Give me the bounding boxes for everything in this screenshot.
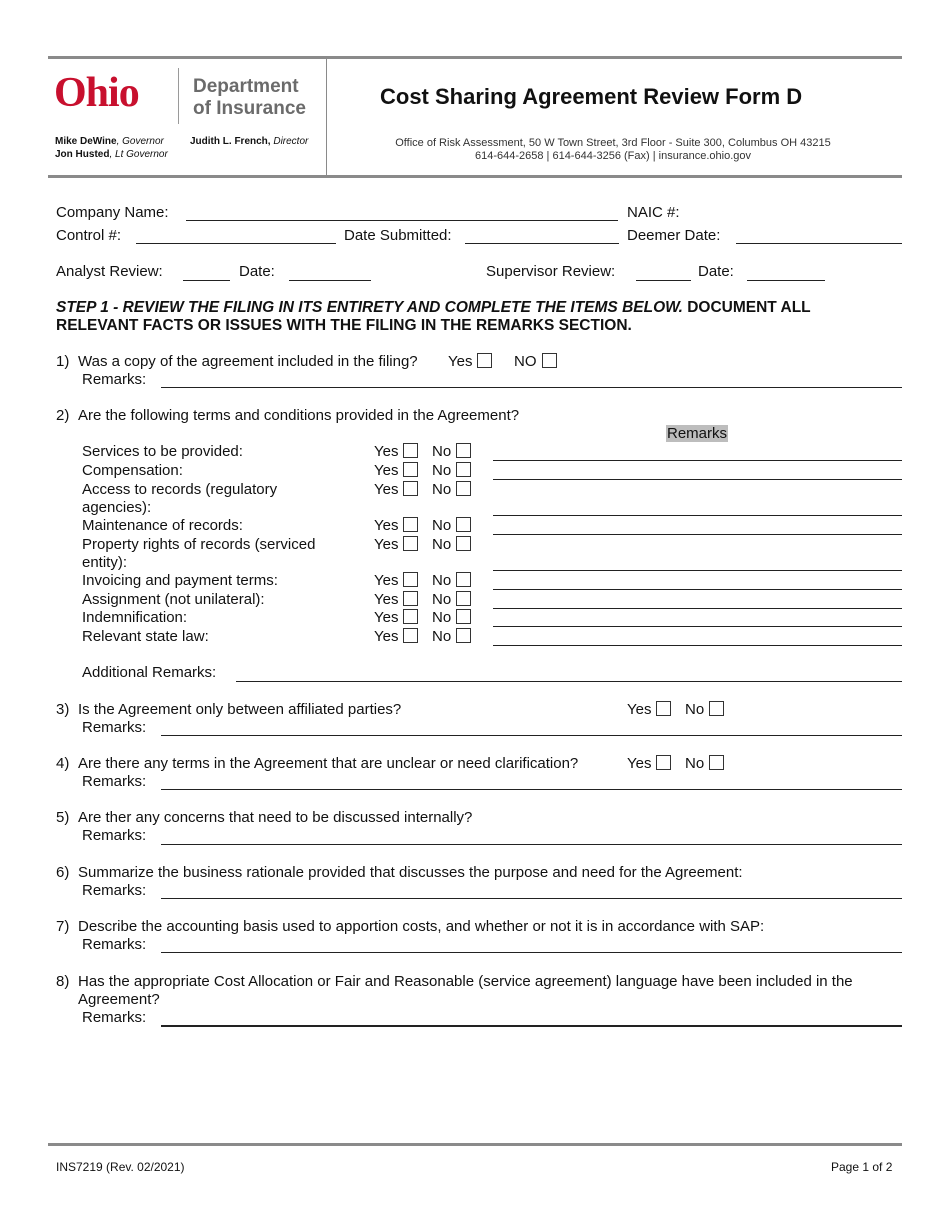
office-contact: 614-644-2658 | 614-644-3256 (Fax) | insurance.ohio.gov	[474, 150, 751, 162]
question-8-text-cont: Agreement?	[78, 991, 160, 1008]
question-7-number: 7)	[56, 918, 70, 935]
step1-instruction-line2: RELEVANT FACTS OR ISSUES WITH THE FILING IN THE REMARKS SECTION.	[56, 317, 632, 334]
question-5-remarks-label: Remarks:	[82, 827, 147, 844]
question-5-text: Are ther any concerns that need to be discussed internally?	[78, 809, 473, 826]
analyst-review-field[interactable]	[183, 280, 230, 281]
checkbox[interactable]	[542, 353, 557, 368]
term-state-law: Relevant state law:	[82, 628, 209, 645]
question-3-no[interactable]: No	[685, 701, 724, 719]
checkbox[interactable]	[456, 591, 471, 606]
question-6-text: Summarize the business rationale provided that discusses the purpose and need for the Agreement:	[78, 864, 743, 881]
checkbox[interactable]	[456, 443, 471, 458]
term-services-yes[interactable]: Yes	[374, 443, 418, 461]
term-state-law-no[interactable]: No	[432, 628, 471, 646]
company-name-label: Company Name:	[56, 204, 169, 221]
question-4-number: 4)	[56, 755, 70, 772]
term-property-rights-yes[interactable]: Yes	[374, 536, 418, 554]
form-title: Cost Sharing Agreement Review Form D	[380, 84, 803, 109]
checkbox[interactable]	[456, 462, 471, 477]
step1-instruction: STEP 1 - REVIEW THE FILING IN ITS ENTIRETY AND COMPLETE THE ITEMS BELOW. DOCUMENT ALL	[56, 299, 811, 316]
term-services: Services to be provided:	[82, 443, 243, 460]
additional-remarks-field[interactable]	[236, 681, 902, 682]
remarks-column-header: Remarks	[667, 425, 728, 442]
question-7-text: Describe the accounting basis used to apportion costs, and whether or not it is in accordance with SAP:	[78, 918, 765, 935]
checkbox[interactable]	[403, 481, 418, 496]
question-3-number: 3)	[56, 701, 70, 718]
question-1-remarks-field[interactable]	[161, 387, 902, 388]
term-maintenance-records: Maintenance of records:	[82, 517, 243, 534]
checkbox[interactable]	[456, 572, 471, 587]
question-7-remarks-label: Remarks:	[82, 936, 147, 953]
checkbox[interactable]	[456, 609, 471, 624]
term-indemnification: Indemnification:	[82, 609, 188, 626]
deemer-date-field[interactable]	[736, 243, 902, 244]
term-compensation-no[interactable]: No	[432, 462, 471, 480]
term-maintenance-records-remarks[interactable]	[493, 534, 902, 535]
date-submitted-label: Date Submitted:	[344, 227, 452, 244]
date-submitted-field[interactable]	[465, 243, 619, 244]
term-state-law-yes[interactable]: Yes	[374, 628, 418, 646]
term-indemnification-yes[interactable]: Yes	[374, 609, 418, 627]
analyst-date-label: Date:	[239, 263, 275, 280]
question-3-yes[interactable]: Yes	[627, 701, 671, 719]
question-5-number: 5)	[56, 809, 70, 826]
checkbox[interactable]	[456, 517, 471, 532]
question-6-number: 6)	[56, 864, 70, 881]
question-4-remarks-field[interactable]	[161, 789, 902, 790]
term-access-records-cont: agencies):	[82, 499, 152, 516]
question-1-no[interactable]: NO	[514, 353, 557, 371]
checkbox[interactable]	[403, 591, 418, 606]
analyst-review-label: Analyst Review:	[56, 263, 163, 280]
checkbox[interactable]	[403, 536, 418, 551]
checkbox[interactable]	[477, 353, 492, 368]
office-address: Office of Risk Assessment, 50 W Town Street, 3rd Floor - Suite 300, Columbus OH 43215	[395, 137, 831, 149]
ohio-logo: Ohio	[54, 70, 139, 116]
header-bottom-rule	[48, 175, 902, 178]
question-4-text: Are there any terms in the Agreement that are unclear or need clarification?	[78, 755, 579, 772]
term-assignment-yes[interactable]: Yes	[374, 591, 418, 609]
term-property-rights: Property rights of records (serviced	[82, 536, 316, 553]
control-field[interactable]	[136, 243, 336, 244]
lt-governor-line: Jon Husted, Lt Governor	[55, 149, 168, 160]
checkbox[interactable]	[403, 443, 418, 458]
term-assignment-remarks[interactable]	[493, 608, 902, 609]
control-label: Control #:	[56, 227, 122, 244]
checkbox[interactable]	[403, 609, 418, 624]
checkbox[interactable]	[403, 628, 418, 643]
naic-label: NAIC #:	[627, 204, 680, 221]
deemer-date-label: Deemer Date:	[627, 227, 721, 244]
term-assignment: Assignment (not unilateral):	[82, 591, 265, 608]
term-invoicing-yes[interactable]: Yes	[374, 572, 418, 590]
term-services-no[interactable]: No	[432, 443, 471, 461]
question-3-remarks-label: Remarks:	[82, 719, 147, 736]
form-number: INS7219 (Rev. 02/2021)	[56, 1160, 185, 1174]
question-6-remarks-field[interactable]	[161, 898, 902, 899]
question-3-text: Is the Agreement only between affiliated parties?	[78, 701, 402, 718]
term-compensation-yes[interactable]: Yes	[374, 462, 418, 480]
term-access-records: Access to records (regulatory	[82, 481, 278, 498]
question-8-remarks-label: Remarks:	[82, 1009, 147, 1026]
checkbox[interactable]	[709, 701, 724, 716]
term-property-rights-remarks[interactable]	[493, 570, 902, 571]
question-1-remarks-label: Remarks:	[82, 371, 147, 388]
term-invoicing-remarks[interactable]	[493, 589, 902, 590]
term-maintenance-records-no[interactable]: No	[432, 517, 471, 535]
term-indemnification-remarks[interactable]	[493, 626, 902, 627]
checkbox[interactable]	[709, 755, 724, 770]
checkbox[interactable]	[456, 481, 471, 496]
term-access-records-yes[interactable]: Yes	[374, 481, 418, 499]
question-2-number: 2)	[56, 407, 70, 424]
page-number: Page 1 of 2	[831, 1160, 893, 1174]
question-4-yes[interactable]: Yes	[627, 755, 671, 773]
footer-rule	[48, 1143, 902, 1146]
question-1-yes[interactable]: Yes	[448, 353, 492, 371]
question-8-number: 8)	[56, 973, 70, 990]
supervisor-date-field[interactable]	[747, 280, 825, 281]
checkbox[interactable]	[656, 755, 671, 770]
header-top-rule	[48, 56, 902, 59]
checkbox[interactable]	[456, 628, 471, 643]
checkbox[interactable]	[403, 517, 418, 532]
supervisor-review-field[interactable]	[636, 280, 691, 281]
term-invoicing: Invoicing and payment terms:	[82, 572, 278, 589]
term-maintenance-records-yes[interactable]: Yes	[374, 517, 418, 535]
question-8-text: Has the appropriate Cost Allocation or Fair and Reasonable (service agreement) language have been included in the	[78, 973, 853, 990]
term-compensation-remarks[interactable]	[493, 479, 902, 480]
question-6-remarks-label: Remarks:	[82, 882, 147, 899]
checkbox[interactable]	[403, 572, 418, 587]
question-1-text: Was a copy of the agreement included in the filing?	[78, 353, 418, 370]
governor-line: Mike DeWine, Governor	[55, 136, 164, 147]
logo-divider	[178, 68, 179, 124]
company-name-field[interactable]	[186, 220, 618, 221]
term-state-law-remarks[interactable]	[493, 645, 902, 646]
term-compensation: Compensation:	[82, 462, 183, 479]
term-indemnification-no[interactable]: No	[432, 609, 471, 627]
question-4-no[interactable]: No	[685, 755, 724, 773]
additional-remarks-label: Additional Remarks:	[82, 664, 217, 681]
question-8-remarks-field[interactable]	[161, 1025, 902, 1027]
checkbox[interactable]	[456, 536, 471, 551]
question-1-number: 1)	[56, 353, 70, 370]
supervisor-date-label: Date:	[698, 263, 734, 280]
checkbox[interactable]	[656, 701, 671, 716]
term-property-rights-no[interactable]: No	[432, 536, 471, 554]
header-divider	[326, 58, 327, 176]
question-4-remarks-label: Remarks:	[82, 773, 147, 790]
term-invoicing-no[interactable]: No	[432, 572, 471, 590]
analyst-date-field[interactable]	[289, 280, 371, 281]
question-2-text: Are the following terms and conditions provided in the Agreement?	[78, 407, 520, 424]
question-5-remarks-field[interactable]	[161, 844, 902, 845]
term-property-rights-cont: entity):	[82, 554, 128, 571]
checkbox[interactable]	[403, 462, 418, 477]
term-services-remarks[interactable]	[493, 460, 902, 461]
question-3-remarks-field[interactable]	[161, 735, 902, 736]
term-access-records-no[interactable]: No	[432, 481, 471, 499]
term-assignment-no[interactable]: No	[432, 591, 471, 609]
director-line: Judith L. French, Director	[190, 136, 309, 147]
supervisor-review-label: Supervisor Review:	[486, 263, 616, 280]
term-access-records-remarks[interactable]	[493, 515, 902, 516]
department-name: Department of Insurance	[193, 76, 306, 119]
question-7-remarks-field[interactable]	[161, 952, 902, 953]
